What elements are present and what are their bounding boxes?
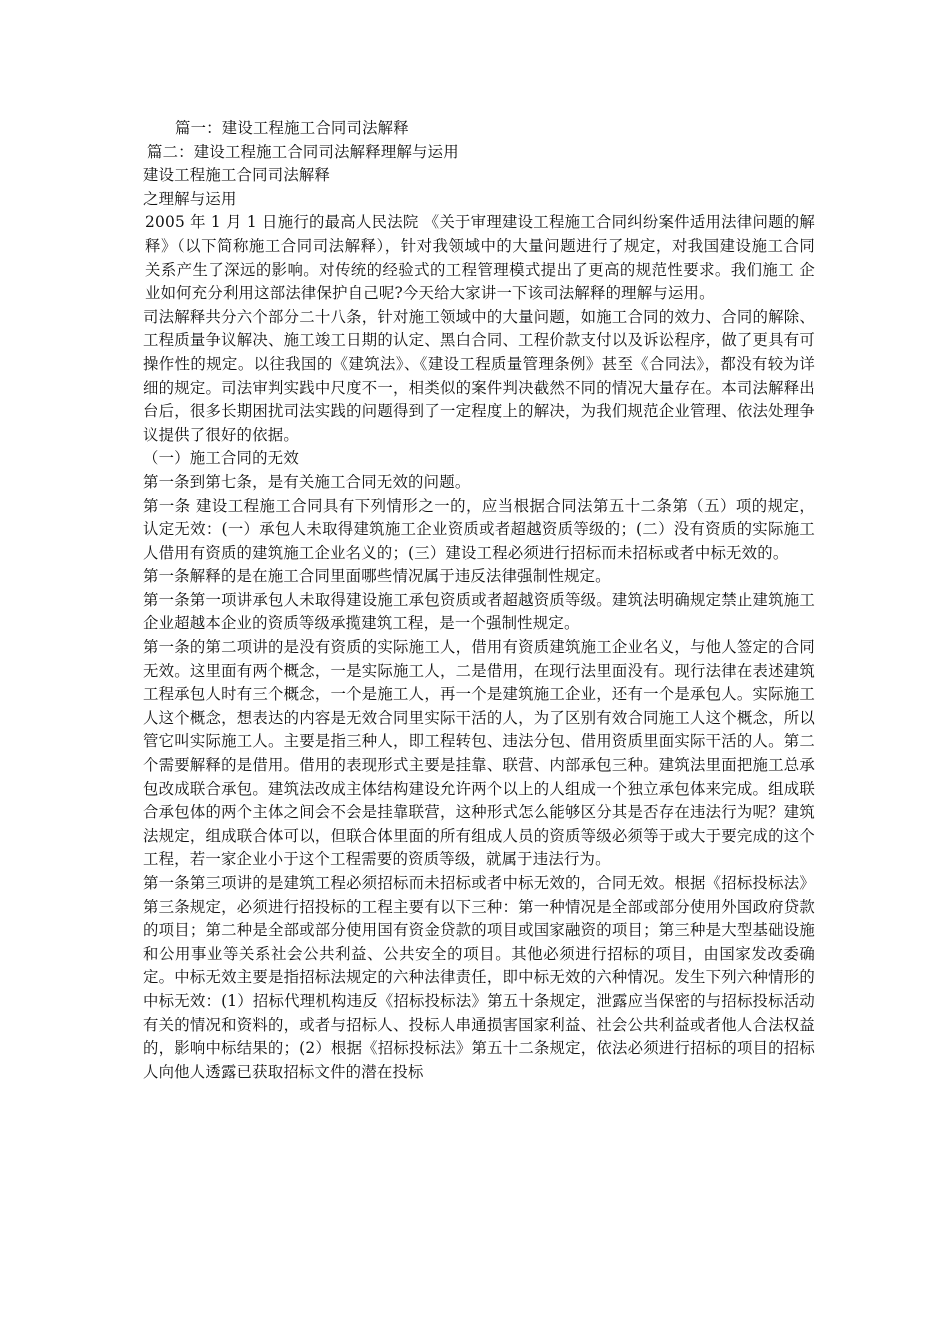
paragraph-articles-1-7: 第一条到第七条，是有关施工合同无效的问题。	[143, 472, 471, 491]
document-title-line-1: 建设工程施工合同司法解释	[143, 166, 331, 185]
document-body	[143, 117, 815, 1084]
paragraph-article-1-item-1: 第一条第一项讲承包人未取得建设施工承包资质或者超越资质等级。建筑法明确规定禁止建筑施工企业超越本企业的资质等级承揽建筑工程，是一个强制性规定。	[143, 590, 815, 633]
heading-part-one: 篇一：建设工程施工合同司法解释	[175, 119, 409, 137]
paragraph-article-1: 第一条 建设工程施工合同具有下列情形之一的，应当根据合同法第五十二条第（五）项的规定，认定无效：(一）承包人未取得建筑施工企业资质或者超越资质等级的；(二）没有资质的实际施工人借用有资质的建筑施工企业名义的；(三）建设工程必须进行招标而未招标或者中标无效的。	[143, 496, 815, 562]
paragraph-article-1-explanation: 第一条解释的是在施工合同里面哪些情况属于违反法律强制性规定。	[143, 567, 611, 586]
paragraph-article-1-item-3: 第一条第三项讲的是建筑工程必须招标而未招标或者中标无效的，合同无效。根据《招标投标法》第三条规定，必须进行招投标的工程主要有以下三种：第一种情况是全部或部分使用外国政府贷款的项目；第二种是全部或部分使用国有资金贷款的项目或国家融资的项目；第三种是大型基础设施和公用事业等关系社会公共利益、公共安全的项目。其他必须进行招标的项目，由国家发改委确定。中标无效主要是指招标法规定的六种法律责任，即中标无效的六种情况。发生下列六种情形的中标无效：(1）招标代理机构违反《招标投标法》第五十条规定，泄露应当保密的与招标投标活动有关的情况和资料的，或者与招标人、投标人串通损害国家利益、社会公共利益或者他人合法权益的，影响中标结果的；(2）根据《招标投标法》第五十二条规定，依法必须进行招标的项目的招标人向他人透露已获取招标文件的潜在投标	[143, 874, 815, 1081]
section-heading-contract-invalidity: （一）施工合同的无效	[143, 449, 299, 468]
paragraph-overview: 司法解释共分六个部分二十八条，针对施工领域中的大量问题，如施工合同的效力、合同的解除、工程质量争议解决、施工竣工日期的认定、黑白合同、工程价款支付以及诉讼程序，做了更具有可操作性的规定。以往我国的《建筑法》、《建设工程质量管理条例》甚至《合同法》，都没有较为详细的规定。司法审判实践中尺度不一，相类似的案件判决截然不同的情况大量存在。本司法解释出台后，很多长期困扰司法实践的问题得到了一定程度上的解决，为我们规范企业管理、依法处理争议提供了很好的依据。	[143, 307, 815, 444]
paragraph-article-1-item-2: 第一条的第二项讲的是没有资质的实际施工人，借用有资质建筑施工企业名义，与他人签定的合同无效。这里面有两个概念，一是实际施工人，二是借用，在现行法里面没有。现行法律在表述建筑工程承包人时有三个概念，一个是施工人，再一个是建筑施工企业，还有一个是承包人。实际施工人这个概念，想表达的内容是无效合同里实际干活的人，为了区别有效合同施工人这个概念，所以管它叫实际施工人。主要是指三种人，即工程转包、违法分包、借用资质里面实际干活的人。第二个需要解释的是借用。借用的表现形式主要是挂靠、联营、内部承包三种。建筑法里面把施工总承包改成联合承包。建筑法改成主体结构建设允许两个以上的人组成一个独立承包体来完成。组成联合承包体的两个主体之间会不会是挂靠联营，这种形式怎么能够区分其是否存在违法行为呢？建筑法规定，组成联合体可以，但联合体里面的所有组成人员的资质等级必须等于或大于要完成的这个工程，若一家企业小于这个工程需要的资质等级，就属于违法行为。	[143, 638, 815, 869]
paragraph-intro: 2005 年 1 月 1 日施行的最高人民法院 《关于审理建设工程施工合同纠纷案件适用法律问题的解释》（以下简称施工合同司法解释），针对我领域中的大量问题进行了规定，对我国建设施工合同关系产生了深远的影响。对传统的经验式的工程管理模式提出了更高的规范性要求。我们施工 企业如何充分利用这部法律保护自己呢?今天给大家讲一下该司法解释的理解与运用。	[145, 213, 815, 303]
heading-part-two: 篇二：建设工程施工合同司法解释理解与运用	[147, 142, 459, 161]
document-title-line-2: 之理解与运用	[143, 189, 237, 208]
